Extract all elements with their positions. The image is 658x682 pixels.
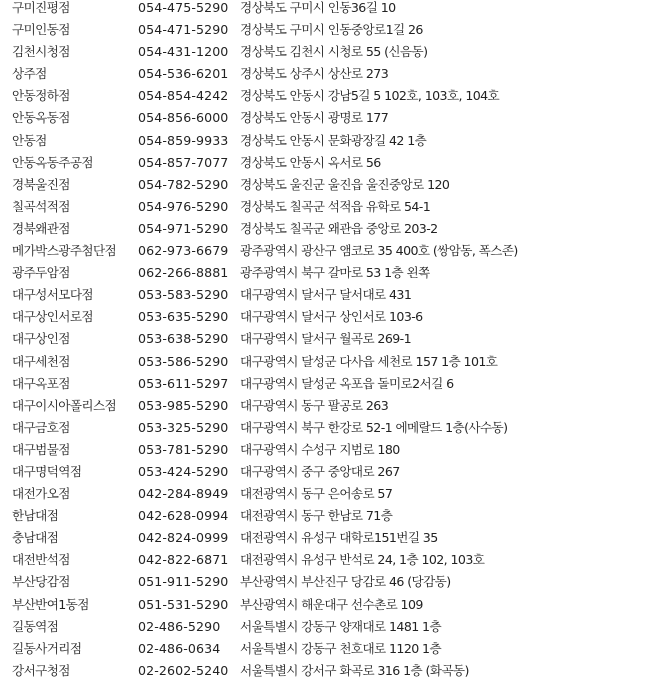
store-address: 부산광역시 부산진구 당감로 46 (당감동) bbox=[240, 574, 451, 590]
store-row bbox=[0, 527, 658, 549]
store-address: 대구광역시 북구 한강로 52-1 에메랄드 1층(사수동) bbox=[240, 419, 508, 435]
store-phone: 042-822-6871 bbox=[138, 552, 229, 568]
store-phone: 053-611-5297 bbox=[138, 375, 229, 391]
store-phone: 02-486-5290 bbox=[138, 618, 221, 634]
store-address: 서울특별시 강서구 화곡로 316 1층 (화곡동) bbox=[240, 662, 469, 678]
store-row bbox=[0, 638, 658, 660]
store-row bbox=[0, 240, 658, 262]
store-address: 대전광역시 유성구 대학로151번길 35 bbox=[240, 530, 438, 546]
store-address: 대전광역시 유성구 반석로 24, 1층 102, 103호 bbox=[240, 552, 485, 568]
store-name: 경북울진점 bbox=[12, 176, 70, 192]
store-name: 안동옥동점 bbox=[12, 110, 70, 126]
store-phone: 054-971-5290 bbox=[138, 220, 229, 236]
store-row bbox=[0, 395, 658, 417]
store-row bbox=[0, 461, 658, 483]
store-name: 대구세천점 bbox=[12, 353, 70, 369]
store-phone: 054-976-5290 bbox=[138, 198, 229, 214]
store-row bbox=[0, 262, 658, 284]
store-address: 경상북도 김천시 시청로 55 (신음동) bbox=[240, 44, 428, 60]
store-phone: 02-2602-5240 bbox=[138, 662, 229, 678]
store-name: 충남대점 bbox=[12, 530, 59, 546]
store-address: 경상북도 안동시 문화광장길 42 1층 bbox=[240, 132, 427, 148]
store-name: 대구옥포점 bbox=[12, 375, 70, 391]
store-name: 부산반여1동점 bbox=[12, 596, 89, 612]
store-address: 경상북도 구미시 인동중앙로1길 26 bbox=[240, 22, 423, 38]
store-row bbox=[0, 107, 658, 129]
store-row bbox=[0, 306, 658, 328]
store-address: 경상북도 울진군 울진읍 울진중앙로 120 bbox=[240, 176, 450, 192]
store-name: 대구범물점 bbox=[12, 441, 70, 457]
store-phone: 053-638-5290 bbox=[138, 331, 229, 347]
store-address: 대구광역시 달서구 월곡로 269-1 bbox=[240, 331, 412, 347]
store-phone: 054-857-7077 bbox=[138, 154, 229, 170]
store-row bbox=[0, 196, 658, 218]
store-name: 대구금호점 bbox=[12, 419, 70, 435]
store-address: 경상북도 안동시 옥서로 56 bbox=[240, 154, 381, 170]
store-address: 대구광역시 수성구 지범로 180 bbox=[240, 441, 400, 457]
store-name: 구미진평점 bbox=[12, 0, 70, 15]
store-phone: 053-586-5290 bbox=[138, 353, 229, 369]
store-address: 대구광역시 중구 중앙대로 267 bbox=[240, 463, 400, 479]
store-row bbox=[0, 41, 658, 63]
store-phone: 042-284-8949 bbox=[138, 486, 229, 502]
store-address: 서울특별시 강동구 천호대로 1120 1층 bbox=[240, 640, 442, 656]
store-name: 안동정하점 bbox=[12, 88, 70, 104]
store-address: 대구광역시 달성군 다사읍 세천로 157 1층 101호 bbox=[240, 353, 498, 369]
store-row bbox=[0, 174, 658, 196]
store-row bbox=[0, 505, 658, 527]
store-phone: 053-781-5290 bbox=[138, 441, 229, 457]
store-address: 경상북도 칠곡군 왜관읍 중앙로 203-2 bbox=[240, 220, 438, 236]
store-name: 상주점 bbox=[12, 66, 47, 82]
store-row bbox=[0, 0, 658, 19]
store-phone: 054-854-4242 bbox=[138, 88, 229, 104]
store-address: 대구광역시 달서구 달서대로 431 bbox=[240, 287, 412, 303]
store-phone: 054-431-1200 bbox=[138, 44, 229, 60]
store-row bbox=[0, 63, 658, 85]
store-name: 대전반석점 bbox=[12, 552, 70, 568]
store-name: 한남대점 bbox=[12, 508, 59, 524]
store-name: 대구이시아폴리스점 bbox=[12, 397, 117, 413]
store-phone: 062-973-6679 bbox=[138, 243, 229, 259]
store-name: 광주두암점 bbox=[12, 265, 70, 281]
store-phone: 053-985-5290 bbox=[138, 397, 229, 413]
store-name: 강서구청점 bbox=[12, 662, 70, 678]
store-address: 광주광역시 광산구 앰코로 35 400호 (쌍암동, 폭스존) bbox=[240, 243, 518, 259]
store-name: 대구상인서로점 bbox=[12, 309, 93, 325]
store-name: 대구성서모다점 bbox=[12, 287, 93, 303]
store-name: 대구명덕역점 bbox=[12, 463, 82, 479]
store-phone: 053-635-5290 bbox=[138, 309, 229, 325]
store-name: 부산당감점 bbox=[12, 574, 70, 590]
store-name: 대구상인점 bbox=[12, 331, 70, 347]
store-phone: 051-531-5290 bbox=[138, 596, 229, 612]
store-phone: 054-471-5290 bbox=[138, 22, 229, 38]
store-name: 길동사거리점 bbox=[12, 640, 82, 656]
store-phone: 054-475-5290 bbox=[138, 0, 229, 15]
store-phone: 053-583-5290 bbox=[138, 287, 229, 303]
store-name: 길동역점 bbox=[12, 618, 59, 634]
store-phone: 053-325-5290 bbox=[138, 419, 229, 435]
store-phone: 053-424-5290 bbox=[138, 463, 229, 479]
store-phone: 054-859-9933 bbox=[138, 132, 229, 148]
store-address: 대구광역시 달서구 상인서로 103-6 bbox=[240, 309, 423, 325]
store-name: 대전가오점 bbox=[12, 486, 70, 502]
store-address: 경상북도 안동시 강남5길 5 102호, 103호, 104호 bbox=[240, 88, 500, 104]
store-row bbox=[0, 218, 658, 240]
store-phone: 042-824-0999 bbox=[138, 530, 229, 546]
store-phone: 062-266-8881 bbox=[138, 265, 229, 281]
store-row bbox=[0, 284, 658, 306]
store-row bbox=[0, 417, 658, 439]
store-row bbox=[0, 594, 658, 616]
store-phone: 054-782-5290 bbox=[138, 176, 229, 192]
store-address: 광주광역시 북구 갈마로 53 1층 왼쪽 bbox=[240, 265, 430, 281]
store-address: 경상북도 구미시 인동36길 10 bbox=[240, 0, 396, 15]
store-address: 부산광역시 해운대구 선수촌로 109 bbox=[240, 596, 423, 612]
store-name: 구미인동점 bbox=[12, 22, 70, 38]
store-address: 경상북도 상주시 상산로 273 bbox=[240, 66, 389, 82]
store-name: 경북왜관점 bbox=[12, 220, 70, 236]
store-row bbox=[0, 439, 658, 461]
store-row bbox=[0, 19, 658, 41]
store-name: 칠곡석적점 bbox=[12, 198, 70, 214]
store-row bbox=[0, 571, 658, 593]
store-name: 안동점 bbox=[12, 132, 47, 148]
store-name: 김천시청점 bbox=[12, 44, 70, 60]
store-row bbox=[0, 616, 658, 638]
store-address: 대구광역시 달성군 옥포읍 돌미로2서길 6 bbox=[240, 375, 454, 391]
store-row bbox=[0, 328, 658, 350]
store-row bbox=[0, 152, 658, 174]
store-row bbox=[0, 373, 658, 395]
store-address: 대구광역시 동구 팔공로 263 bbox=[240, 397, 389, 413]
store-address: 경상북도 안동시 광명로 177 bbox=[240, 110, 389, 126]
store-phone: 051-911-5290 bbox=[138, 574, 229, 590]
store-phone: 054-536-6201 bbox=[138, 66, 229, 82]
store-address: 서울특별시 강동구 양재대로 1481 1층 bbox=[240, 618, 442, 634]
store-row bbox=[0, 660, 658, 682]
store-phone: 042-628-0994 bbox=[138, 508, 229, 524]
store-phone: 054-856-6000 bbox=[138, 110, 229, 126]
store-row bbox=[0, 85, 658, 107]
store-row bbox=[0, 351, 658, 373]
store-row bbox=[0, 483, 658, 505]
store-name: 안동옥동주공점 bbox=[12, 154, 93, 170]
store-phone: 02-486-0634 bbox=[138, 640, 221, 656]
store-name: 메가박스광주첨단점 bbox=[12, 243, 117, 259]
store-address: 대전광역시 동구 은어송로 57 bbox=[240, 486, 393, 502]
store-row bbox=[0, 130, 658, 152]
store-address: 대전광역시 동구 한남로 71층 bbox=[240, 508, 393, 524]
store-address: 경상북도 칠곡군 석적읍 유학로 54-1 bbox=[240, 198, 431, 214]
store-row bbox=[0, 549, 658, 571]
